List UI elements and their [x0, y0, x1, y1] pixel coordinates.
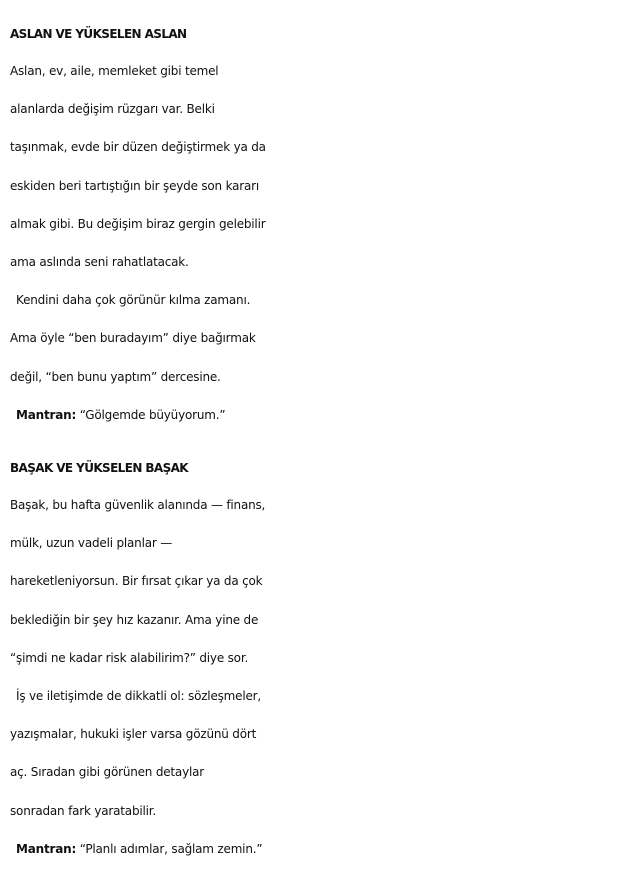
mantra-aslan: [10, 396, 616, 434]
paragraph-line: beklediğin bir şey hız kazanır. Ama yine de: [10, 612, 259, 627]
section-title-basak: BAŞAK VE YÜKSELEN BAŞAK: [10, 461, 189, 476]
mantra-text: “Gölgemde büyüyorum.”: [76, 407, 226, 422]
mantra-label: Mantran:: [16, 407, 77, 422]
paragraph-line: mülk, uzun vadeli planlar —: [10, 536, 173, 551]
paragraph-line: eskiden beri tartıştığın bir şeyde son kararı: [10, 178, 260, 193]
paragraph-line: hareketleniyorsun. Bir fırsat çıkar ya da çok: [10, 574, 263, 589]
paragraph-line: alanlarda değişim rüzgarı var. Belki: [10, 102, 215, 117]
mantra-label: Mantran:: [16, 841, 77, 856]
paragraph-line: taşınmak, evde bir düzen değiştirmek ya da: [10, 140, 266, 155]
paragraph-line: Ama öyle “ben buradayım” diye bağırmak: [10, 331, 256, 346]
paragraph-line: aç. Sıradan gibi görünen detaylar: [10, 765, 205, 780]
paragraph-line: sonradan fark yaratabilir.: [10, 803, 157, 818]
mantra-text: “Planlı adımlar, sağlam zemin.”: [76, 841, 263, 856]
section-title-aslan: ASLAN VE YÜKSELEN ASLAN: [10, 27, 187, 41]
horoscope-article: [10, 16, 616, 868]
paragraph-line: yazışmalar, hukuki işler varsa gözünü dört: [10, 727, 257, 742]
paragraph-line: “şimdi ne kadar risk alabilirim?” diye sor.: [10, 650, 249, 665]
paragraph-line: ama aslında seni rahatlatacak.: [10, 255, 189, 270]
paragraph-line: değil, “ben bunu yaptım” dercesine.: [10, 369, 221, 384]
section-divider: [10, 434, 616, 450]
paragraph-line: Aslan, ev, aile, memleket gibi temel: [10, 64, 219, 78]
paragraph-line: İş ve iletişimde de dikkatli ol: sözleşmeler,: [16, 689, 262, 704]
paragraph-line: Başak, bu hafta güvenlik alanında — finans,: [10, 498, 266, 513]
mantra-basak: [10, 830, 616, 868]
paragraph-line: almak gibi. Bu değişim biraz gergin gelebilir: [10, 216, 266, 231]
paragraph-line: Kendini daha çok görünür kılma zamanı.: [16, 293, 251, 308]
